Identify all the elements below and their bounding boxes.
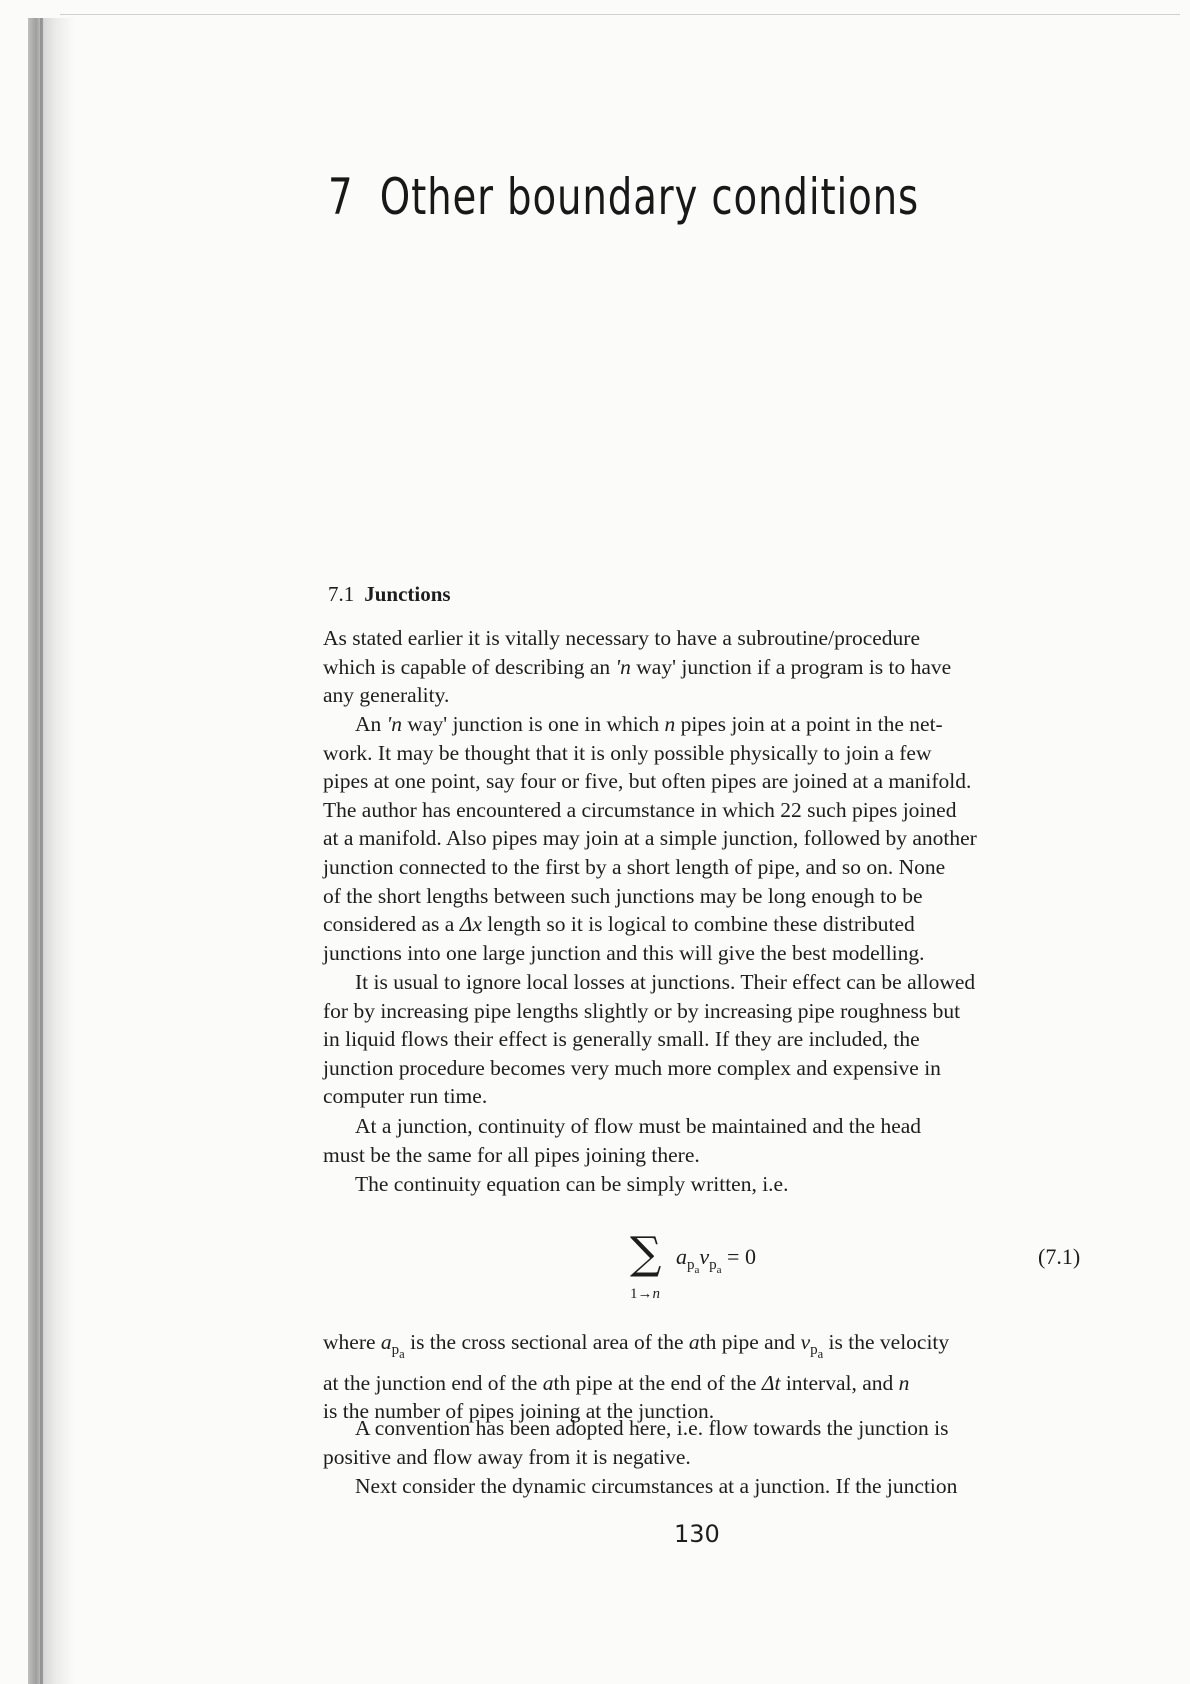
paragraph-8 (323, 1472, 1103, 1501)
paragraph-4 (323, 1112, 1103, 1169)
scan-top-edge (60, 14, 1180, 15)
text-line: positive and flow away from it is negative. (323, 1444, 691, 1469)
text-line: at a manifold. Also pipes may join at a simple junction, followed by another (323, 826, 977, 851)
paragraph-3 (323, 968, 1103, 1111)
paragraph-2 (323, 710, 1103, 967)
text-line: As stated earlier it is vitally necessary to have a subroutine/procedure (323, 626, 921, 650)
equation-number: (7.1) (1038, 1244, 1081, 1269)
text-line: An 'n way' junction is one in which n pipes join at a point in the net- (355, 712, 943, 736)
text-line: which is capable of describing an 'n way' junction if a program is to have (323, 654, 952, 679)
text-line: is the number of pipes joining at the junction. (323, 1399, 715, 1424)
paragraph-1 (323, 624, 1103, 710)
section-number: 7.1 (328, 582, 355, 606)
text-line: junction procedure becomes very much more complex and expensive in (323, 1055, 941, 1080)
scan-gutter-shadow (28, 18, 74, 1684)
summation-limits: 1→n (630, 1286, 660, 1302)
text-line: any generality. (323, 683, 450, 708)
paragraph-5 (323, 1170, 1103, 1199)
scan-gutter-line (40, 18, 43, 1684)
equation-body: $a_{p_a}v_{p_a} = 0$ (676, 1244, 756, 1277)
text-line: junction connected to the first by a short length of pipe, and so on. None (323, 854, 946, 879)
text-line: computer run time. (323, 1084, 488, 1109)
chapter-number: 7 (328, 168, 354, 226)
text-line: junctions into one large junction and this will give the best modelling. (323, 940, 925, 965)
text-line: Next consider the dynamic circumstances at a junction. If the junction (355, 1474, 958, 1498)
section-title: Junctions (364, 582, 451, 606)
text-line: of the short lengths between such junctions may be long enough to be (323, 883, 923, 908)
text-line: considered as a Δx length so it is logical to combine these distributed (323, 912, 915, 937)
text-line: in liquid flows their effect is generally small. If they are included, the (323, 1027, 920, 1052)
page-number: 130 (674, 1520, 720, 1548)
text-line: at the junction end of the ath pipe at the end of the Δt interval, and n (323, 1370, 910, 1395)
summation-symbol: ∑ (630, 1228, 662, 1279)
text-line: The author has encountered a circumstance in which 22 such pipes joined (323, 797, 957, 822)
text-line: A convention has been adopted here, i.e. flow towards the junction is (355, 1416, 949, 1440)
chapter-title-text: Other boundary conditions (379, 168, 920, 226)
text-line: pipes at one point, say four or five, but often pipes are joined at a manifold. (323, 769, 972, 794)
text-line: for by increasing pipe lengths slightly or by increasing pipe roughness but (323, 998, 961, 1023)
text-line: At a junction, continuity of flow must be maintained and the head (355, 1114, 922, 1138)
text-line: The continuity equation can be simply written, i.e. (355, 1172, 789, 1196)
chapter-title (328, 168, 919, 226)
text-line: must be the same for all pipes joining there. (323, 1142, 700, 1167)
text-line: It is usual to ignore local losses at junctions. Their effect can be allowed (355, 970, 976, 994)
text-line: where $a_{p_a}$ is the cross sectional area of the ath pipe and $v_{p_a}$ is the velocity (323, 1330, 950, 1362)
paragraph-6 (323, 1328, 1103, 1426)
paragraph-7 (323, 1414, 1103, 1471)
equation-7-1 (620, 1228, 1100, 1308)
section-heading (328, 582, 451, 607)
text-line: work. It may be thought that it is only possible physically to join a few (323, 740, 932, 765)
